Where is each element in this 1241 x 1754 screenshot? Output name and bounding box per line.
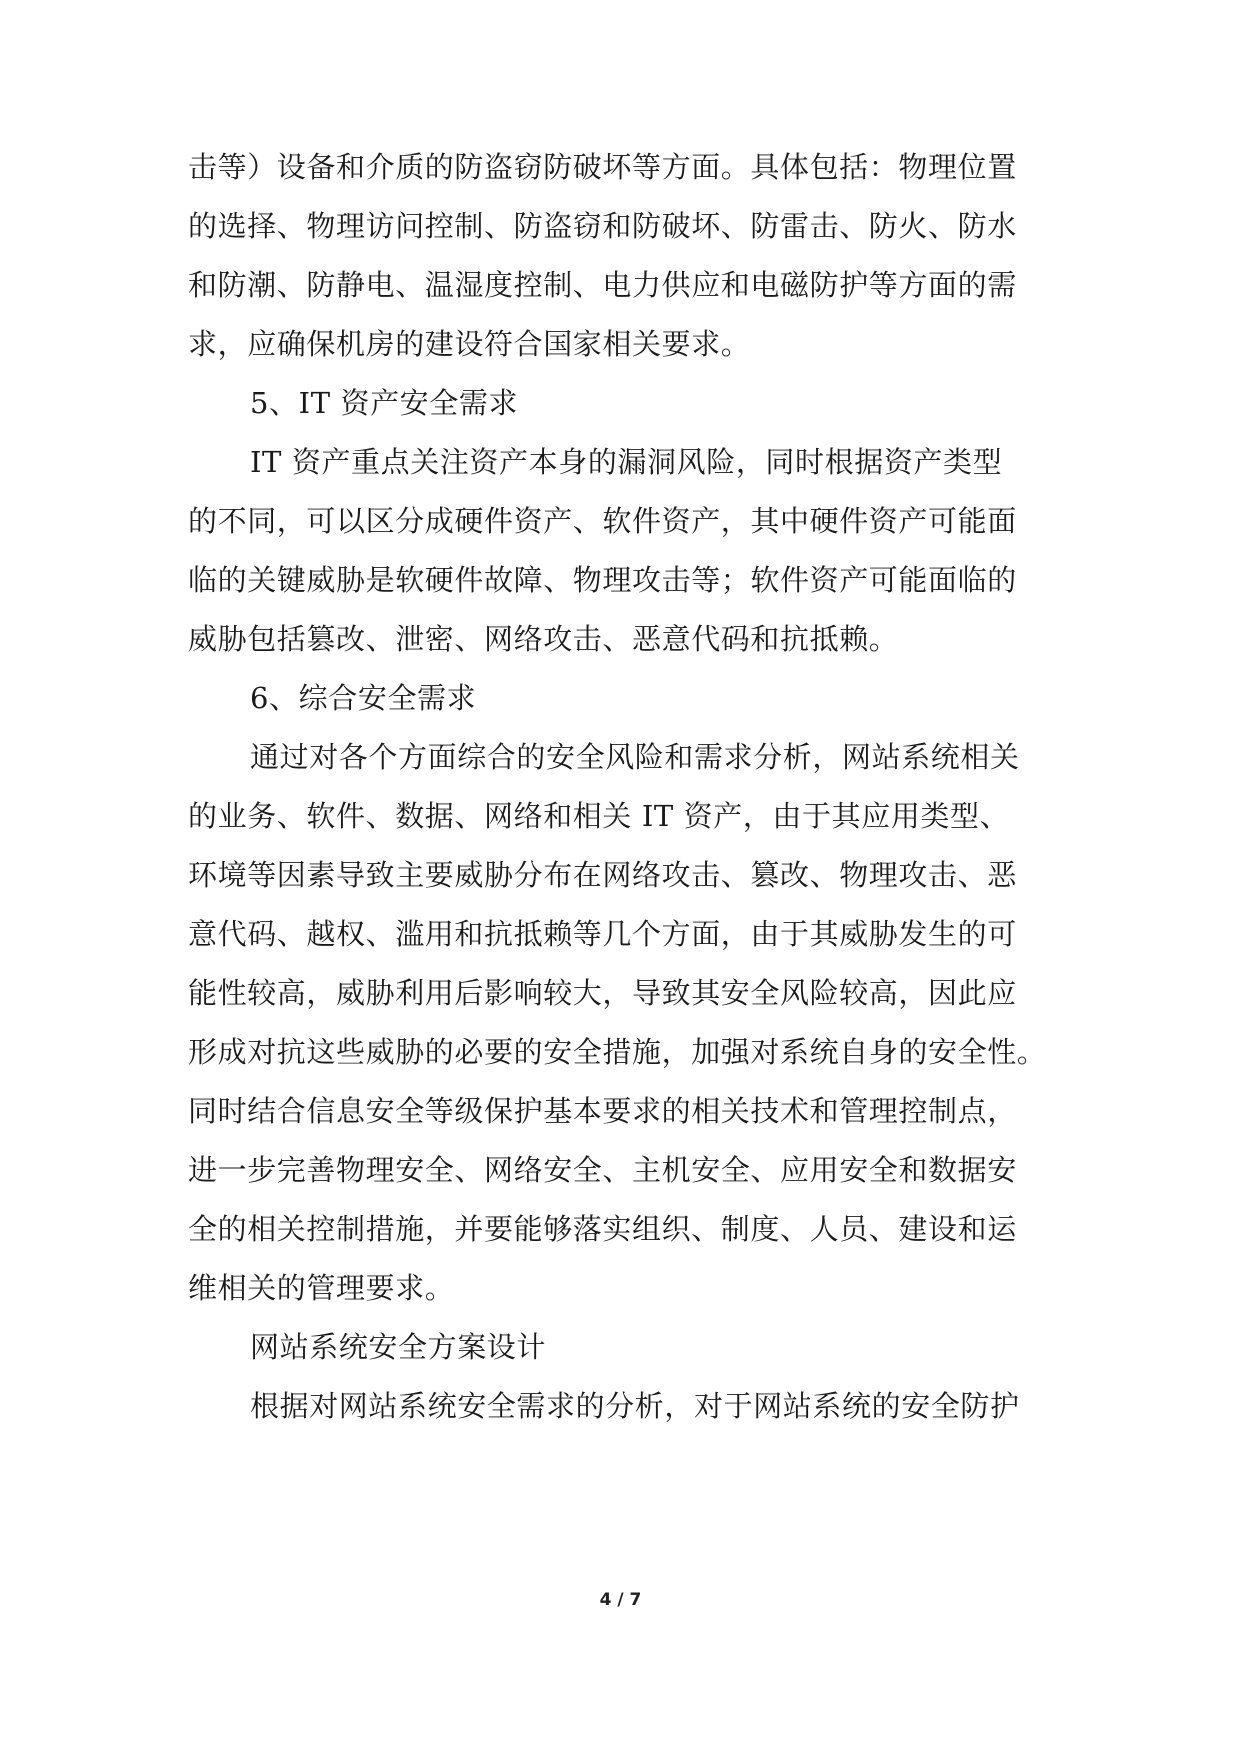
body-text-line: 的业务、软件、数据、网络和相关 IT 资产，由于其应用类型、 [188,799,1010,833]
body-text-line: 和防潮、防静电、温湿度控制、电力供应和电磁防护等方面的需 [188,268,1017,302]
body-text-line: 的选择、物理访问控制、防盗窃和防破坏、防雷击、防火、防水 [188,209,1017,243]
body-text-line: 临的关键威胁是软硬件故障、物理攻击等；软件资产可能面临的 [188,563,1017,597]
paragraph-first-line: 通过对各个方面综合的安全风险和需求分析，网站系统相关 [250,740,1020,774]
body-text-line: 的不同，可以区分成硬件资产、软件资产，其中硬件资产可能面 [188,504,1017,538]
section-heading: 5、IT 资产安全需求 [250,386,519,420]
body-text-line: 形成对抗这些威胁的必要的安全措施，加强对系统自身的安全性。 [188,1035,1047,1069]
paragraph-first-line: 根据对网站系统安全需求的分析，对于网站系统的安全防护 [250,1389,1020,1423]
body-text-line: 维相关的管理要求。 [188,1271,455,1305]
section-heading: 网站系统安全方案设计 [250,1330,547,1364]
page-number: 4 / 7 [599,1590,642,1610]
body-text-line: 击等）设备和介质的防盗窃防破坏等方面。具体包括：物理位置 [188,150,1017,184]
paragraph-first-line: IT 资产重点关注资产本身的漏洞风险，同时根据资产类型 [250,445,1003,479]
body-text-line: 环境等因素导致主要威胁分布在网络攻击、篡改、物理攻击、恶 [188,858,1017,892]
section-heading: 6、综合安全需求 [250,681,477,715]
body-text-line: 全的相关控制措施，并要能够落实组织、制度、人员、建设和运 [188,1212,1017,1246]
body-text-line: 求，应确保机房的建设符合国家相关要求。 [188,327,751,361]
body-text-line: 进一步完善物理安全、网络安全、主机安全、应用安全和数据安 [188,1153,1017,1187]
body-text-line: 意代码、越权、滥用和抗抵赖等几个方面，由于其威胁发生的可 [188,917,1017,951]
body-text-line: 同时结合信息安全等级保护基本要求的相关技术和管理控制点， [188,1094,1017,1128]
body-text-line: 能性较高，威胁利用后影响较大，导致其安全风险较高，因此应 [188,976,1017,1010]
body-text-line: 威胁包括篡改、泄密、网络攻击、恶意代码和抗抵赖。 [188,622,899,656]
